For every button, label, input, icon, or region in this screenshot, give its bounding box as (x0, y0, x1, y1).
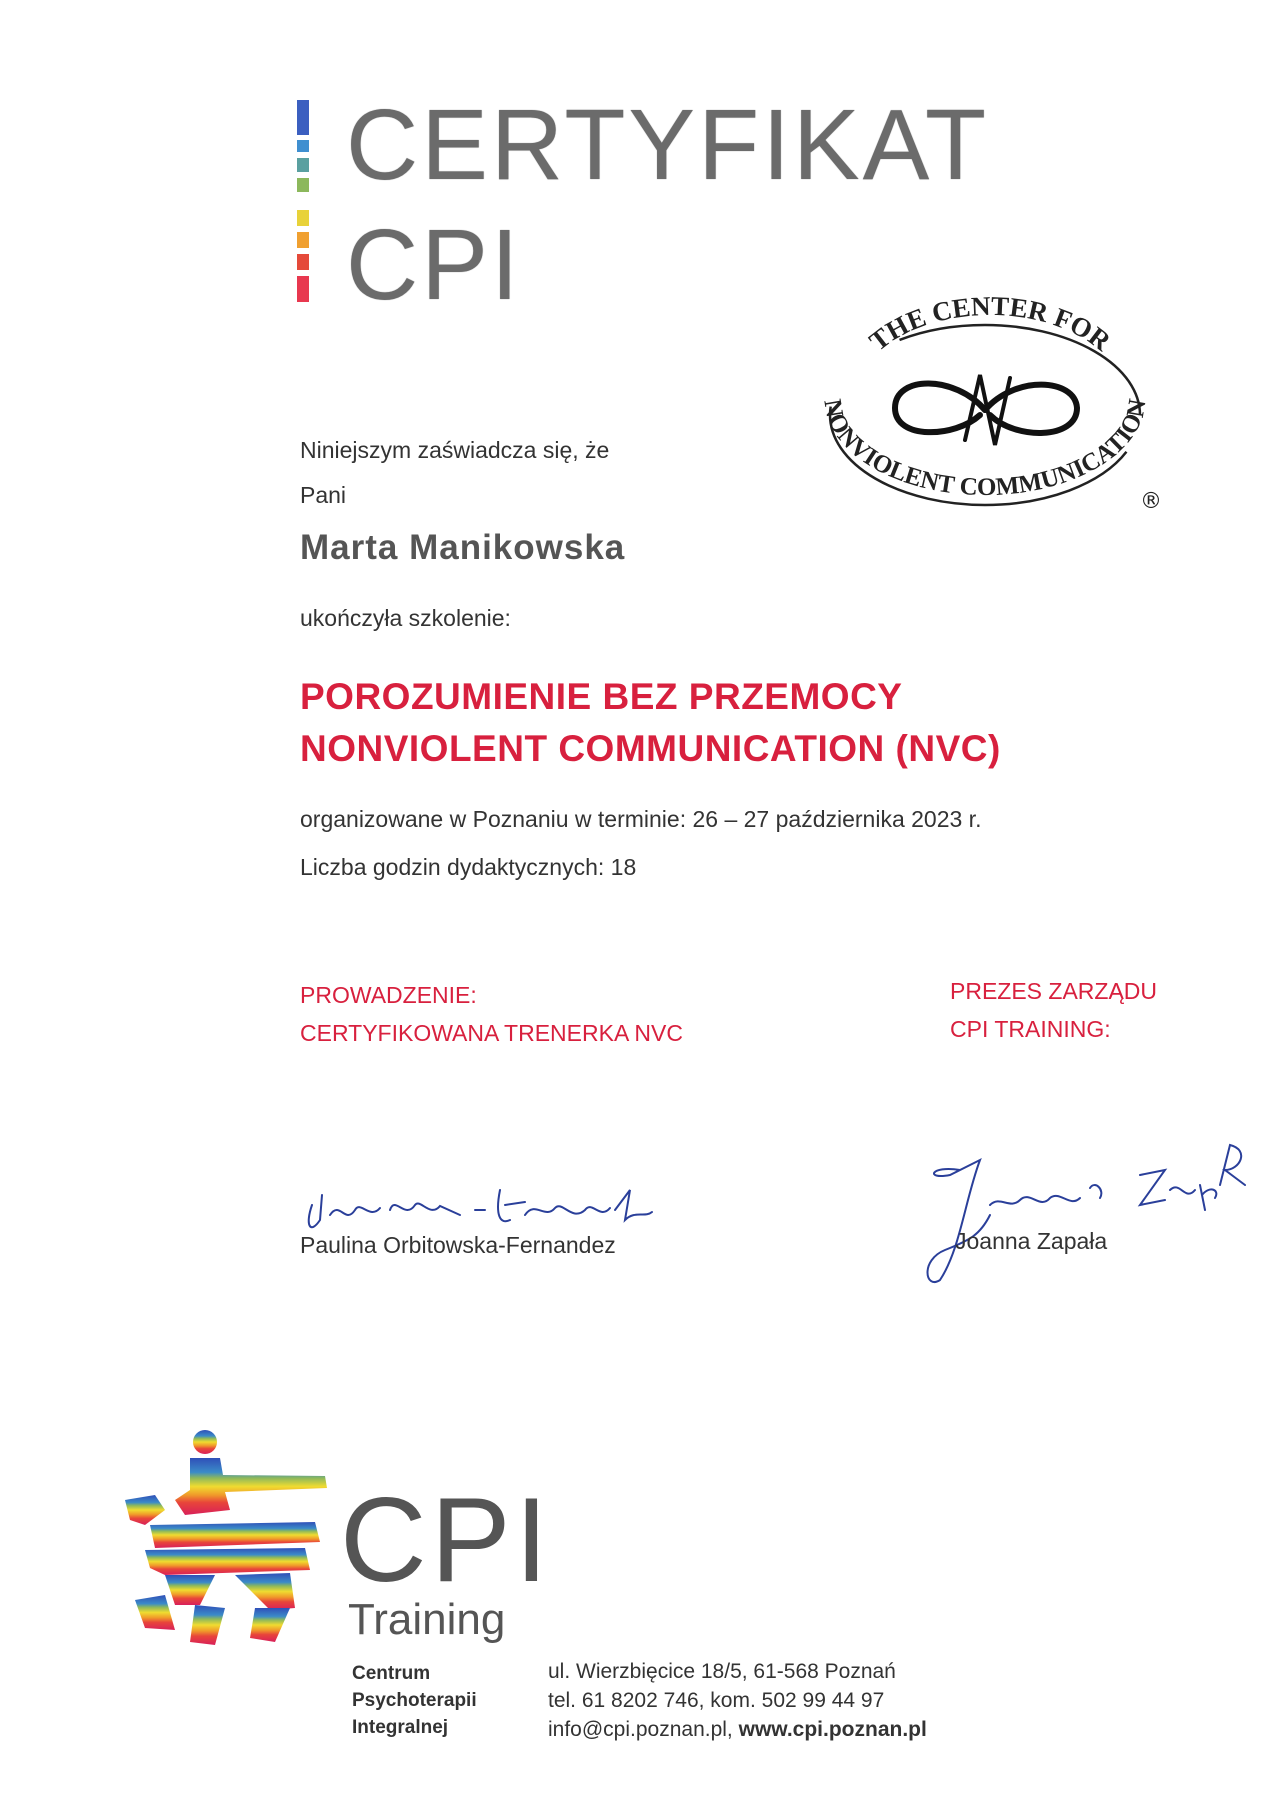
org-name-line1: Centrum (352, 1663, 431, 1684)
left-role-line2: CERTYFIKOWANA TRENERKA NVC (300, 1020, 683, 1046)
email-website-line (548, 1715, 927, 1744)
certificate-title: CERTYFIKAT (346, 89, 990, 201)
cpi-training-text: Training (348, 1595, 506, 1644)
left-signature (300, 1180, 660, 1240)
hours-text: Liczba godzin dydaktycznych: 18 (300, 854, 637, 880)
email-link[interactable]: info@cpi.poznan.pl, (548, 1718, 733, 1741)
cpi-figure-logo-icon (105, 1430, 335, 1650)
contact-info (548, 1657, 927, 1744)
course-title-en: NONVIOLENT COMMUNICATION (NVC) (300, 728, 1001, 769)
seal-top-text: THE CENTER FOR (863, 290, 1117, 357)
recipient-name: Marta Manikowska (300, 528, 626, 567)
left-signatory-name: Paulina Orbitowska-Fernandez (300, 1232, 616, 1258)
completed-text: ukończyła szkolenie: (300, 605, 511, 631)
intro-text: Niniejszym zaświadcza się, że (300, 437, 610, 463)
left-role-line1: PROWADZENIE: (300, 982, 477, 1008)
address: ul. Wierzbięcice 18/5, 61-568 Poznań (548, 1660, 896, 1683)
organized-text: organizowane w Poznaniu w terminie: 26 – 27 października 2023 r. (300, 806, 982, 832)
infinity-icon (895, 375, 1077, 445)
phone: tel. 61 8202 746, kom. 502 99 44 97 (548, 1689, 885, 1712)
org-name-line2: Psychoterapii (352, 1690, 477, 1711)
org-name-line3: Integralnej (352, 1717, 449, 1738)
salutation: Pani (300, 482, 347, 508)
cnvc-seal (795, 290, 1175, 540)
right-signature (920, 1140, 1250, 1290)
registered-mark: ® (1140, 489, 1162, 514)
seal-bottom-text: NONVIOLENT COMMUNICATION (818, 397, 1152, 502)
right-role-line1: PREZES ZARZĄDU (950, 978, 1158, 1004)
course-title-pl: POROZUMIENIE BEZ PRZEMOCY (300, 676, 903, 717)
cpi-logo-text: CPI (340, 1473, 553, 1607)
org-name (352, 1660, 477, 1741)
right-signatory-name: Joanna Zapała (955, 1228, 1108, 1254)
website-link[interactable]: www.cpi.poznan.pl (738, 1718, 927, 1741)
certificate-subtitle: CPI (346, 209, 522, 321)
right-role-line2: CPI TRAINING: (950, 1016, 1111, 1042)
